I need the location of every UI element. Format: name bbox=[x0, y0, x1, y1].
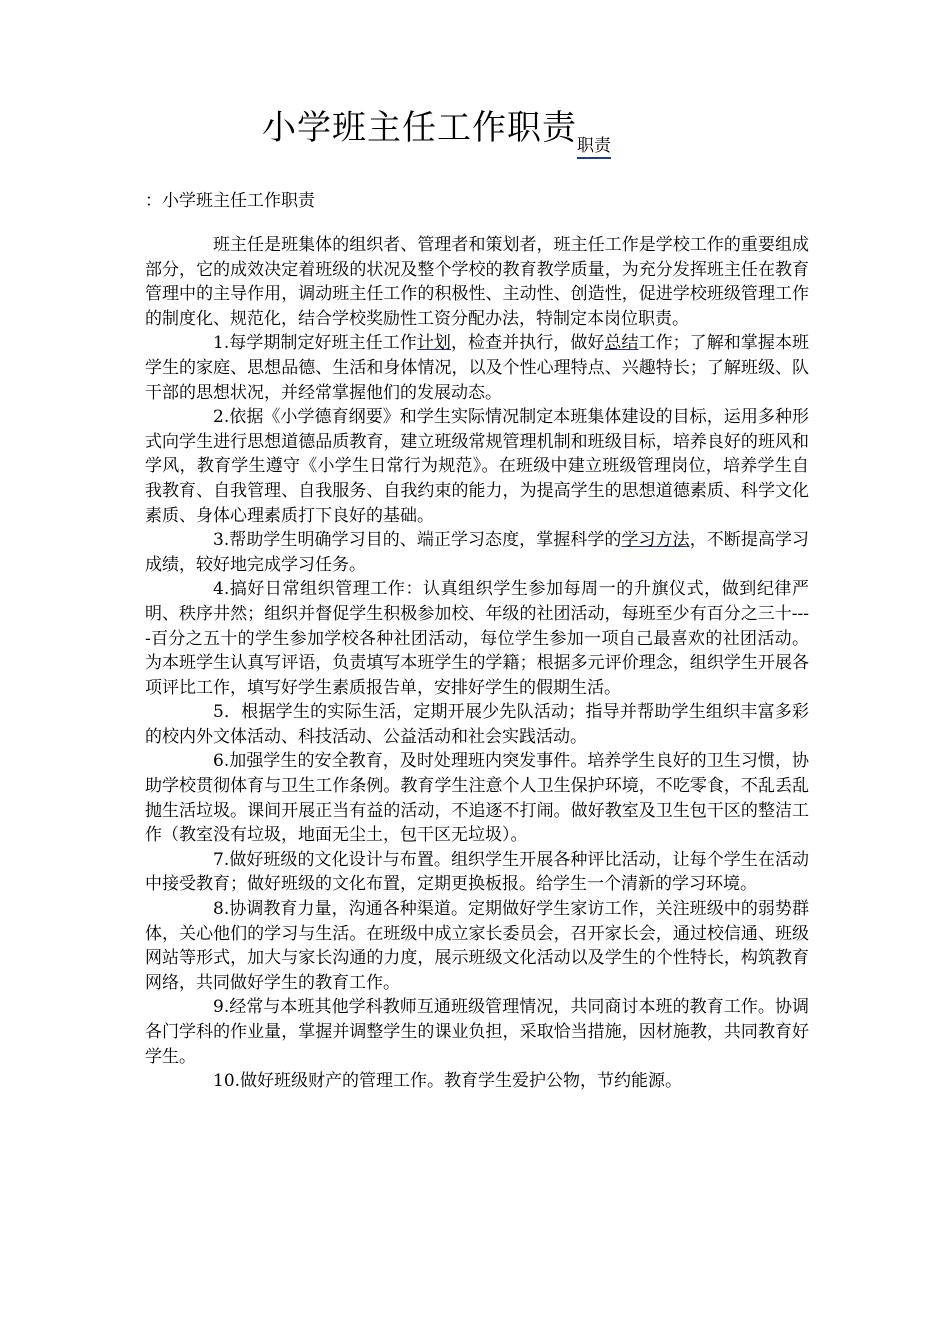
item-8-paragraph: 8.协调教育力量，沟通各种渠道。定期做好学生家访工作，关注班级中的弱势群体，关心他们的学习与生活。在班级中成立家长委员会，召开家长会，通过校信通、班级网站等形式，加大与家长沟通的力度，展示班级文化活动以及学生的个性特长，构筑教育网络，共同做好学生的教育工作。 bbox=[145, 899, 809, 993]
item-1-paragraph bbox=[145, 331, 809, 405]
study-method-link[interactable]: 学习方法 bbox=[621, 530, 690, 551]
item-7-paragraph: 7.做好班级的文化设计与布置。组织学生开展各种评比活动，让每个学生在活动中接受教育；做好班级的文化布置，定期更换板报。给学生一个清新的学习环境。 bbox=[145, 849, 809, 895]
intro-paragraph: 班主任是班集体的组织者、管理者和策划者，班主任工作是学校工作的重要组成部分，它的成效决定着班级的状况及整个学校的教育教学质量，为充分发挥班主任在教育管理中的主导作用，调动班主任工作的积极性、主动性、创造性，促进学校班级管理工作的制度化、规范化，结合学校奖励性工资分配办法，特制定本岗位职责。 bbox=[145, 235, 809, 329]
plan-link[interactable]: 计划 bbox=[416, 333, 451, 354]
item-2-paragraph: 2.依据《小学德育纲要》和学生实际情况制定本班集体建设的目标，运用多种形式向学生进行思想道德品质教育，建立班级常规管理机制和班级目标，培养良好的班风和学风，教育学生遵守《小学生日常行为规范》。在班级中建立班级管理岗位，培养学生自我教育、自我管理、自我服务、自我约束的能力，为提高学生的思想道德素质、科学文化素质、身体心理素质打下良好的基础。 bbox=[145, 407, 809, 526]
item-10-paragraph: 10.做好班级财产的管理工作。教育学生爱护公物，节约能源。 bbox=[213, 1071, 683, 1092]
item-5-paragraph: 5．根据学生的实际生活，定期开展少先队活动；指导并帮助学生组织丰富多彩的校内外文体活动、科技活动、公益活动和社会实践活动。 bbox=[145, 702, 809, 747]
item-9-paragraph: 9.经常与本班其他学科教师互通班级管理情况，共同商讨本班的教育工作。协调各门学科的作业量，掌握并调整学生的课业负担，采取恰当措施，因材施教，共同教育好学生。 bbox=[145, 997, 809, 1067]
item-3-text-a: 3.帮助学生明确学习目的、端正学习态度，掌握科学的 bbox=[213, 530, 622, 551]
item-1-text-a: 1.每学期制定好班主任工作 bbox=[213, 333, 417, 354]
item-1-text-b: ，检查并执行，做好 bbox=[450, 333, 605, 354]
title-link[interactable]: 职责 bbox=[577, 136, 611, 159]
document-body bbox=[145, 233, 809, 1094]
subtitle: ：小学班主任工作职责 bbox=[145, 191, 315, 211]
item-4-paragraph: 4.搞好日常组织管理工作：认真组织学生参加每周一的升旗仪式，做到纪律严明、秩序井然；组织并督促学生积极参加校、年级的社团活动，每班至少有百分之三十----百分之五十的学生参加学校各种社团活动，每位学生参加一项自己最喜欢的社团活动。为本班学生认真写评语，负责填写本班学生的学籍；根据多元评价理念，组织学生开展各项评比工作，填写好学生素质报告单，安排好学生的假期生活。 bbox=[145, 579, 809, 698]
item-1-text-c: 工作；了解和掌握本班学生的家庭、思想品德、生活和身体情况，以及个性心理特点、兴趣特长；了解班级、队干部的思想状况，并经常掌握他们的发展动态。 bbox=[145, 333, 809, 403]
title-block bbox=[262, 100, 611, 156]
item-3-paragraph bbox=[145, 528, 809, 577]
page-title: 小学班主任工作职责 bbox=[262, 108, 577, 148]
summary-link[interactable]: 总结 bbox=[604, 333, 639, 354]
item-3-text-b: ，不断提高学习成绩，较好地完成学习任务。 bbox=[145, 530, 810, 575]
item-6-paragraph: 6.加强学生的安全教育，及时处理班内突发事件。培养学生良好的卫生习惯，协助学校贯彻体育与卫生工作条例。教育学生注意个人卫生保护环境，不吃零食，不乱丢乱抛生活垃圾。课间开展正当有益的活动，不追逐不打闹。做好教室及卫生包干区的整洁工作（教室没有垃圾，地面无尘土，包干区无垃圾）。 bbox=[145, 751, 809, 846]
